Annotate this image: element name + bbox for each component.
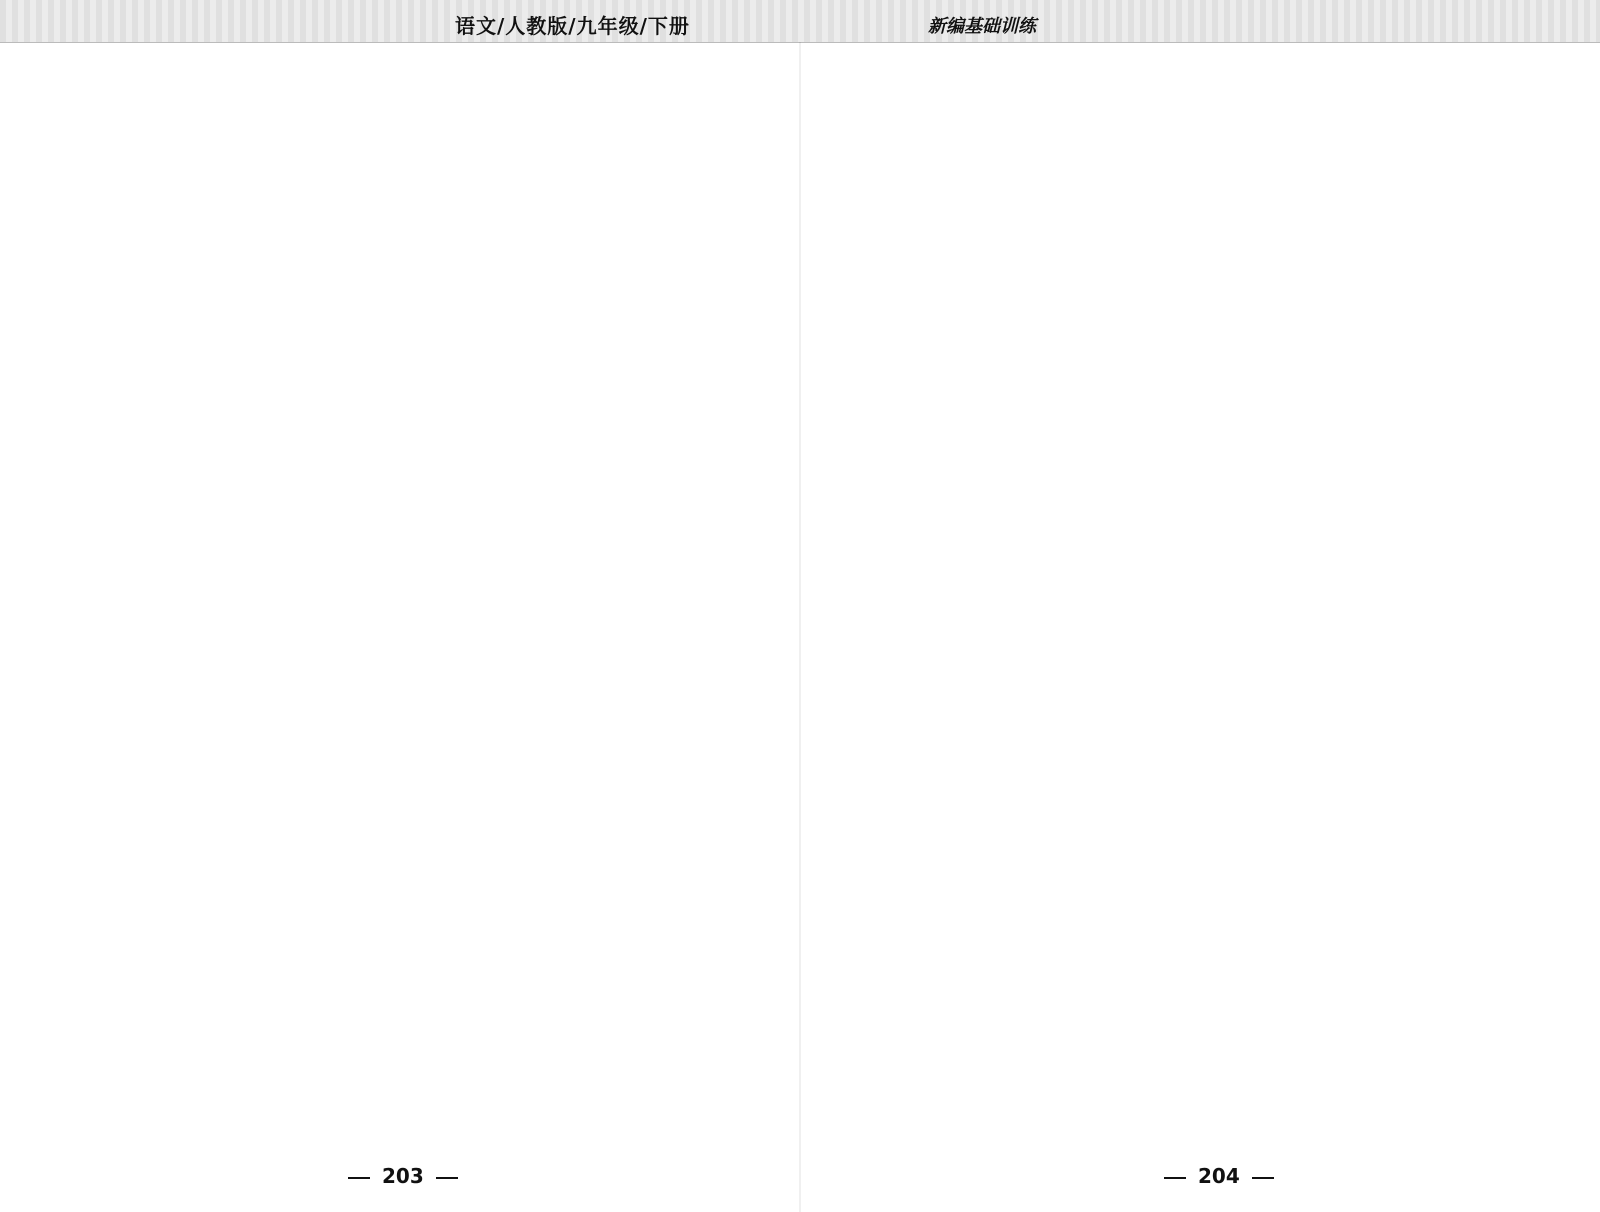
right-page-number-text: 204 (1198, 1164, 1240, 1188)
right-page-number (1152, 1164, 1286, 1188)
header-pattern (0, 0, 1600, 42)
left-page-number-dash-after (436, 1177, 458, 1179)
left-page-number-dash-before (348, 1177, 370, 1179)
series-title: 新编基础训练 (928, 16, 1036, 37)
book-spine-divider (799, 42, 801, 1212)
running-header (0, 0, 1600, 43)
running-title: 语文/人教版/九年级/下册 (455, 14, 690, 38)
left-page-number (336, 1164, 470, 1188)
right-page-number-dash-before (1164, 1177, 1186, 1179)
right-page-number-dash-after (1252, 1177, 1274, 1179)
left-page-number-text: 203 (382, 1164, 424, 1188)
